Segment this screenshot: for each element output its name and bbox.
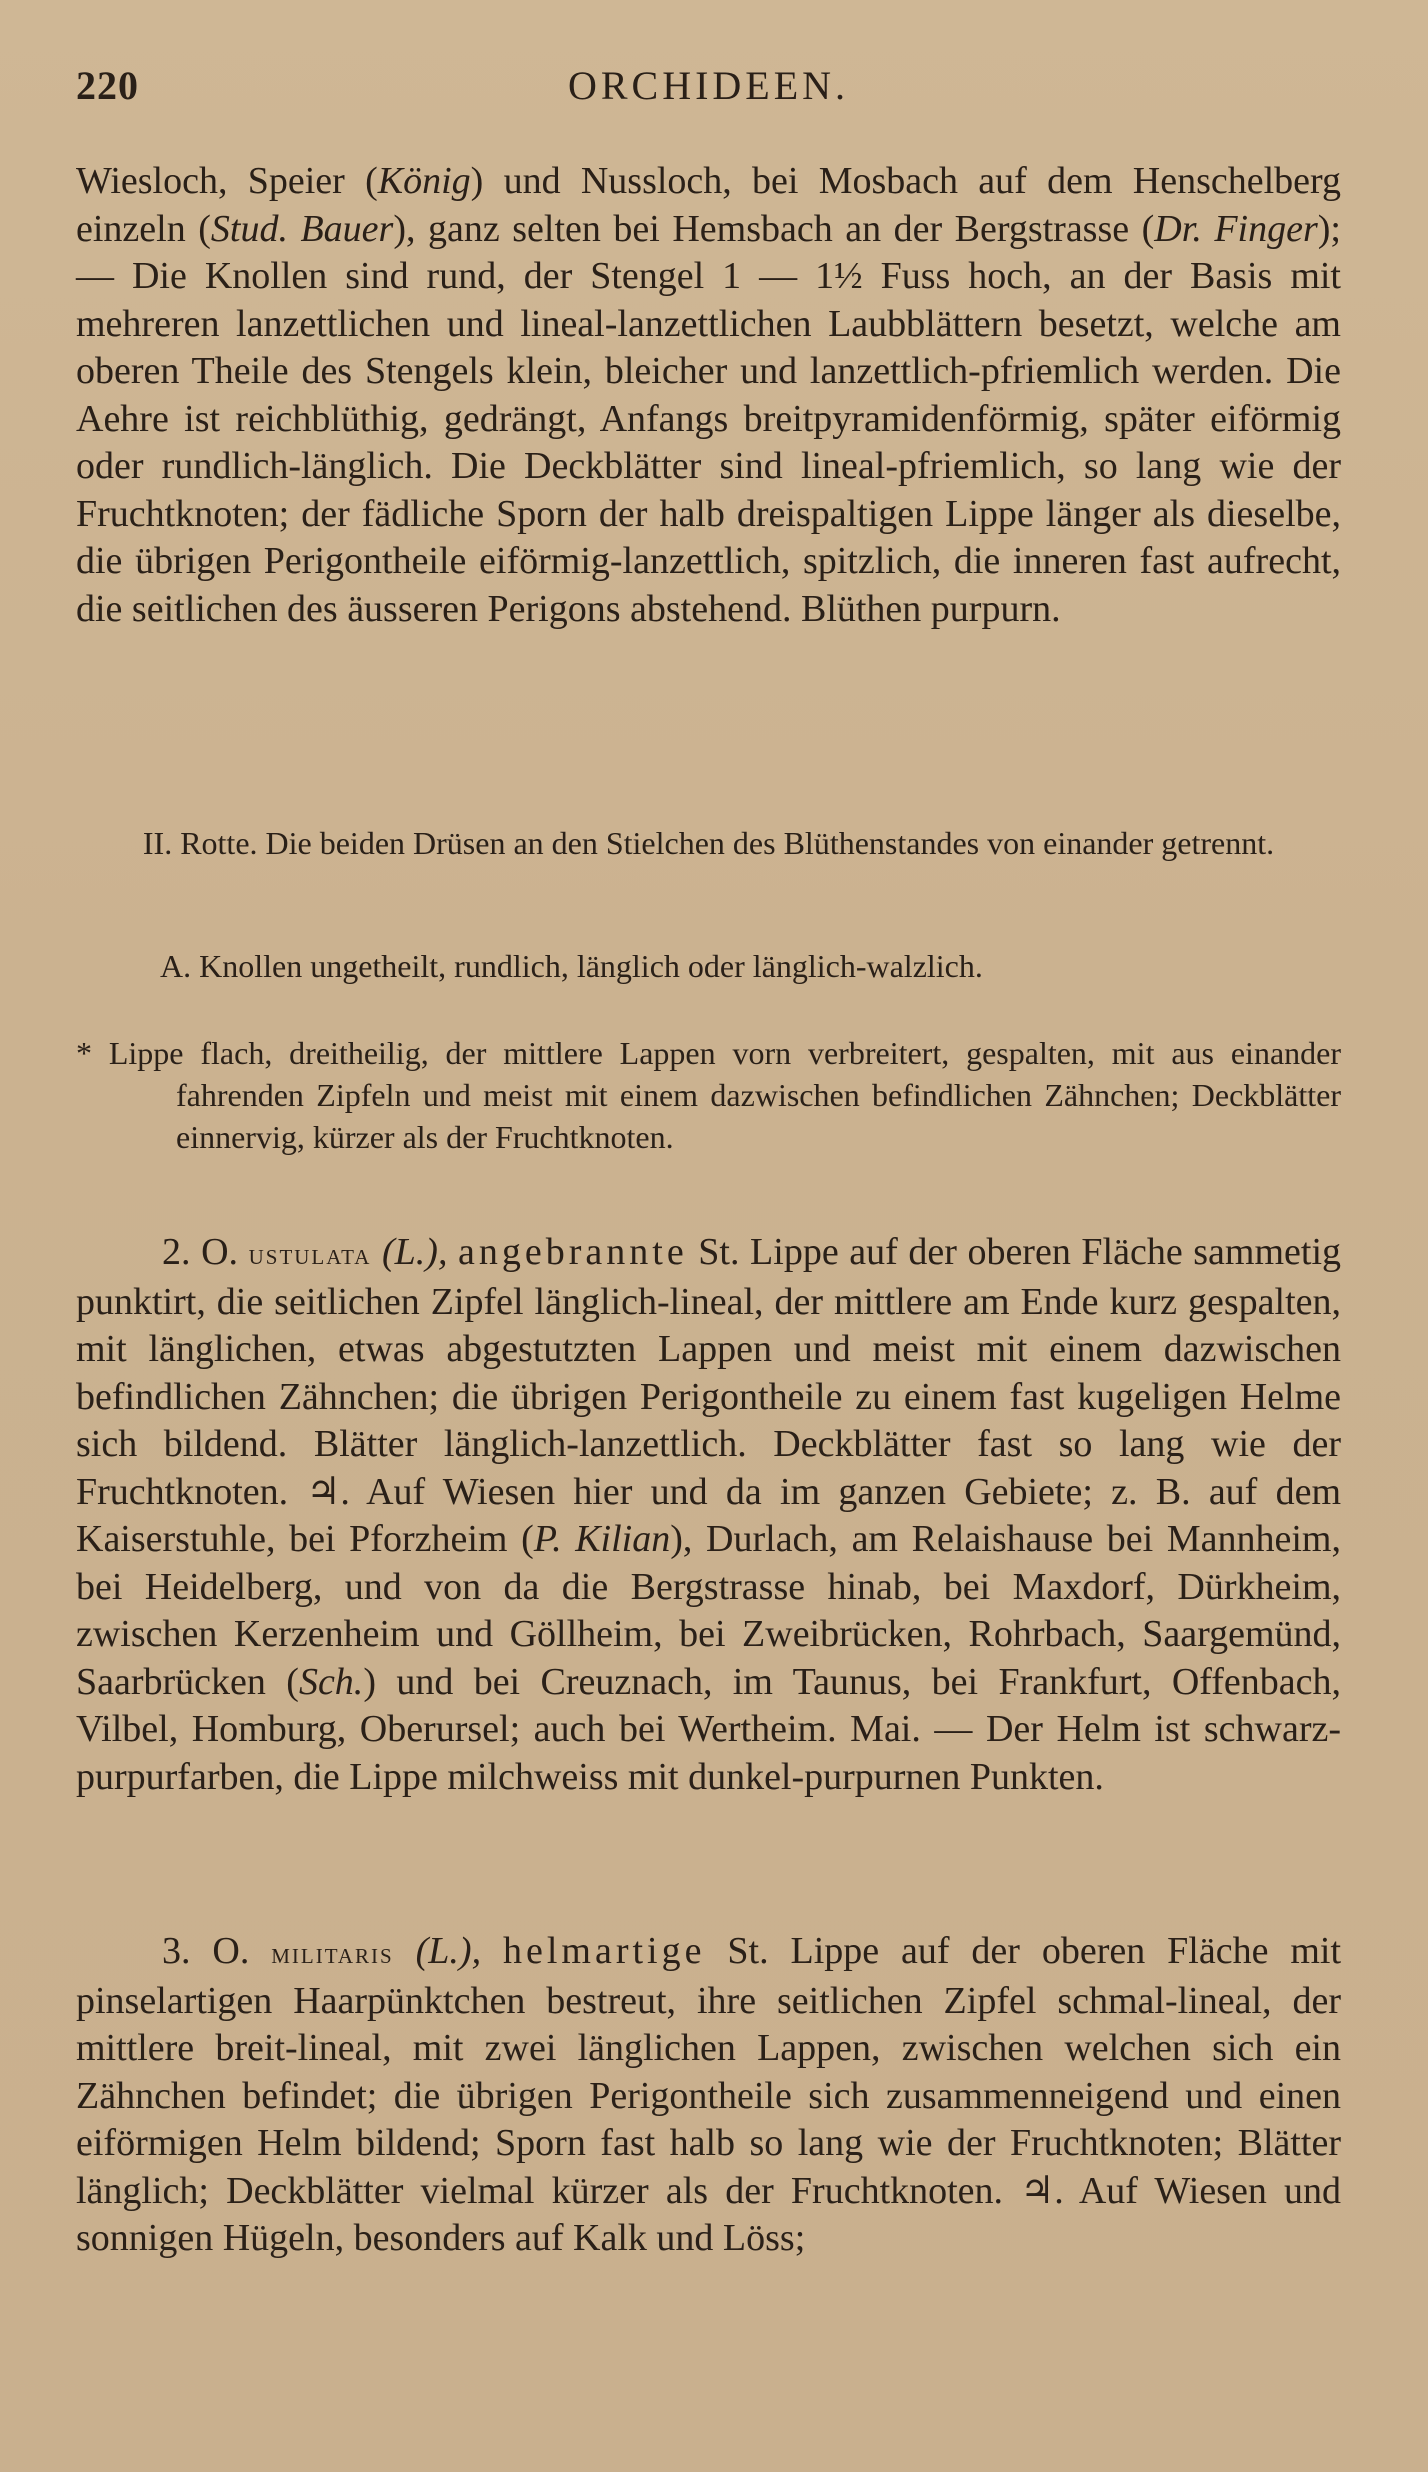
text-run: ); — Die Knollen sind rund, der Stengel 1 — 1½ Fuss hoch, an der Basis mit mehreren lanzettlichen und lineal-lanzettlichen Laubblättern besetzt, welche am oberen Theile des Stengels klein, bleicher und lanzettlich-pfriemlich werden. Die Aehre ist reichblüthig, gedrängt, Anfangs breitpyramidenförmig, später eiförmig oder rundlich-länglich. Die Deckblätter sind lineal-pfriemlich, so lang wie der Fruchtknoten; der fädliche Sporn der halb dreispaltigen Lippe länger als dieselbe, die übrigen Perigontheile eiförmig-lanzettlich, spitzlich, die inneren fast aufrecht, die seitlichen des äusseren Perigons abstehend. Blüthen purpurn. xyxy=(76,207,1341,630)
key-item: * Lippe flach, dreitheilig, der mittlere Lappen vorn verbreitert, gespalten, mit aus einander fahrenden Zipfeln und meist mit einem dazwischen befindlichen Zähnchen; Deckblätter einnervig, kürzer als der Fruchtknoten. xyxy=(76,1035,1341,1155)
citation: Stud. Bauer xyxy=(210,207,394,250)
page-header xyxy=(76,62,1341,122)
text-run: St. Lippe auf der oberen Fläche sammetig punktirt, die seitlichen Zipfel länglich-lineal, der mittlere am Ende kurz gespalten, mit länglichen, etwas abgestutzten Lappen und meist mit einem dazwischen befindlichen Zähnchen; die übrigen Perigontheile zu einem fast kugeligen Helme sich bildend. Blätter länglich-lanzettlich. Deckblätter fast so lang wie der Fruchtknoten. ♃. Auf Wiesen hier und da im ganzen Gebiete; z. B. auf dem Kaiserstuhle, bei Pforzheim ( xyxy=(76,1231,1342,1560)
citation: Sch. xyxy=(298,1660,364,1703)
citation: P. Kilian xyxy=(533,1518,671,1560)
text-run: ), ganz selten bei Hemsbach an der Bergstrasse ( xyxy=(393,207,1155,250)
text-run: Wiesloch, Speier ( xyxy=(76,160,378,202)
text-run: St. Lippe auf der oberen Fläche mit pinselartigen Haarpünktchen bestreut, ihre seitlichen Zipfel schmal-lineal, der mittlere breit-lineal, mit zwei länglichen Lappen, zwischen welchen sich ein Zähnchen befindet; die übrigen Perigontheile sich zusammenneigend und einen eiförmigen Helm bildend; Sporn fast halb so lang wie der Fruchtknoten; Blätter länglich; Deckblätter vielmal kürzer als der Fruchtknoten. ♃. Auf Wiesen und sonnigen Hügeln, besonders auf Kalk und Löss; xyxy=(76,1930,1342,2259)
species-author: (L.), xyxy=(382,1231,448,1273)
species-name: militaris xyxy=(271,1937,394,1970)
page-number: 220 xyxy=(76,63,139,108)
species-entry-ustulata xyxy=(76,1229,1341,1801)
subsection-heading: A. Knollen ungetheilt, rundlich, länglich oder länglich-walzlich. xyxy=(160,948,983,984)
common-name: angebrannte xyxy=(458,1231,688,1273)
text-run: ), Durlach, am Relaishause bei Mannheim, bei Heidelberg, und von da die Bergstrasse hinab, bei Maxdorf, Dürkheim, zwischen Kerzenheim und Göllheim, bei Zweibrücken, Rohrbach, Saargemünd, Saarbrücken ( xyxy=(76,1518,1341,1703)
species-number: 3. O. xyxy=(162,1930,250,1972)
species-number: 2. O. xyxy=(162,1231,239,1273)
citation: Dr. Finger xyxy=(1154,207,1318,250)
text-run: ) und Nussloch, bei Mosbach auf dem Henschelberg einzeln ( xyxy=(76,160,1341,250)
running-title: ORCHIDEEN. xyxy=(567,63,850,108)
section-heading: II. Rotte. Die beiden Drüsen an den Stielchen des Blüthenstandes von einander getrennt. xyxy=(142,825,1275,861)
species-entry-militaris xyxy=(76,1928,1341,2263)
citation: König xyxy=(377,160,471,202)
text-run: ) und bei Creuznach, im Taunus, bei Frankfurt, Offenbach, Vilbel, Homburg, Oberursel; auch bei Wertheim. Mai. — Der Helm ist schwarz-purpurfarben, die Lippe milchweiss mit dunkel-purpurnen Punkten. xyxy=(76,1660,1342,1798)
common-name: helmartige xyxy=(503,1930,706,1972)
species-name: ustulata xyxy=(248,1238,372,1271)
species-author: (L.), xyxy=(415,1930,482,1972)
paragraph-continued xyxy=(76,158,1341,633)
